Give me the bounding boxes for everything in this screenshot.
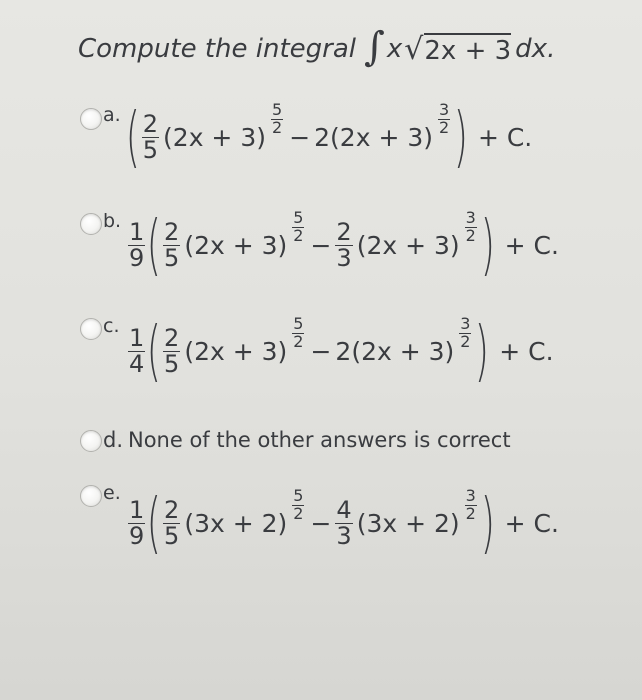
term-1: (2x + 3)	[184, 336, 288, 366]
open-paren: (	[147, 312, 162, 389]
radio-option-e[interactable]	[80, 485, 102, 507]
radio-option-b[interactable]	[80, 213, 102, 235]
close-paren: )	[475, 312, 490, 389]
open-paren: (	[147, 484, 162, 561]
fraction-2-5: $\frac{2}{5}$	[164, 218, 180, 272]
question-prefix: Compute the integral	[78, 34, 357, 64]
plus-c: + C.	[504, 230, 559, 260]
sqrt-sign: √	[404, 31, 424, 67]
close-paren: )	[480, 484, 495, 561]
option-a-letter: a.	[103, 104, 121, 126]
minus-sign: −	[289, 122, 311, 152]
exponent-5-2: $\frac{5}{2}$	[293, 207, 304, 245]
option-d-text: None of the other answers is correct	[128, 428, 511, 452]
exponent-3-2: $\frac{3}{2}$	[465, 485, 476, 523]
minus-sign: −	[310, 508, 332, 538]
option-b-expression	[126, 206, 559, 283]
open-paren: (	[125, 98, 140, 175]
exponent-5-2: $\frac{5}{2}$	[272, 99, 283, 137]
term-1: (2x + 3)	[184, 230, 288, 260]
term-2: 2(2x + 3)	[314, 122, 434, 152]
term-2: 2(2x + 3)	[335, 336, 455, 366]
integrand-x: x	[386, 34, 403, 64]
integral-sign: ∫	[364, 24, 385, 70]
open-paren: (	[147, 206, 162, 283]
outer-fraction: $\frac{1}{9}$	[129, 496, 145, 550]
radio-option-c[interactable]	[80, 318, 102, 340]
option-a-expression	[125, 98, 533, 175]
option-d-letter: d.	[103, 428, 124, 452]
option-b-letter: b.	[103, 210, 122, 232]
question-text	[78, 24, 555, 74]
minus-sign: −	[310, 230, 332, 260]
option-c-expression	[126, 312, 554, 389]
minus-sign: −	[310, 336, 332, 366]
radio-option-a[interactable]	[80, 108, 102, 130]
fraction-2-5: $\frac{2}{5}$	[164, 324, 180, 378]
term-1: (3x + 2)	[184, 508, 288, 538]
plus-c: + C.	[499, 336, 554, 366]
exponent-3-2: $\frac{3}{2}$	[439, 99, 450, 137]
differential: dx.	[515, 34, 556, 64]
option-c-letter: c.	[103, 315, 120, 337]
term-1: (2x + 3)	[163, 122, 266, 152]
outer-fraction: $\frac{1}{4}$	[129, 324, 145, 378]
plus-c: + C.	[504, 508, 559, 538]
term-2: (2x + 3)	[356, 230, 460, 260]
exponent-3-2: $\frac{3}{2}$	[465, 207, 476, 245]
close-paren: )	[453, 98, 469, 175]
exponent-5-2: $\frac{5}{2}$	[293, 313, 304, 351]
plus-c: + C.	[477, 122, 533, 152]
outer-fraction: $\frac{1}{9}$	[129, 218, 145, 272]
fraction-2-5: $\frac{2}{5}$	[164, 496, 180, 550]
fraction-2-5: $\frac{2}{5}$	[142, 110, 159, 164]
radicand: 2x + 3	[424, 33, 511, 66]
option-e-letter: e.	[103, 482, 121, 504]
fraction-4-3: $\frac{4}{3}$	[336, 496, 352, 550]
radio-option-d[interactable]	[80, 430, 102, 452]
option-e-expression	[126, 484, 559, 561]
close-paren: )	[480, 206, 495, 283]
term-2: (3x + 2)	[356, 508, 460, 538]
exponent-3-2: $\frac{3}{2}$	[460, 313, 471, 351]
exponent-5-2: $\frac{5}{2}$	[293, 485, 304, 523]
fraction-2-3: $\frac{2}{3}$	[336, 218, 352, 272]
